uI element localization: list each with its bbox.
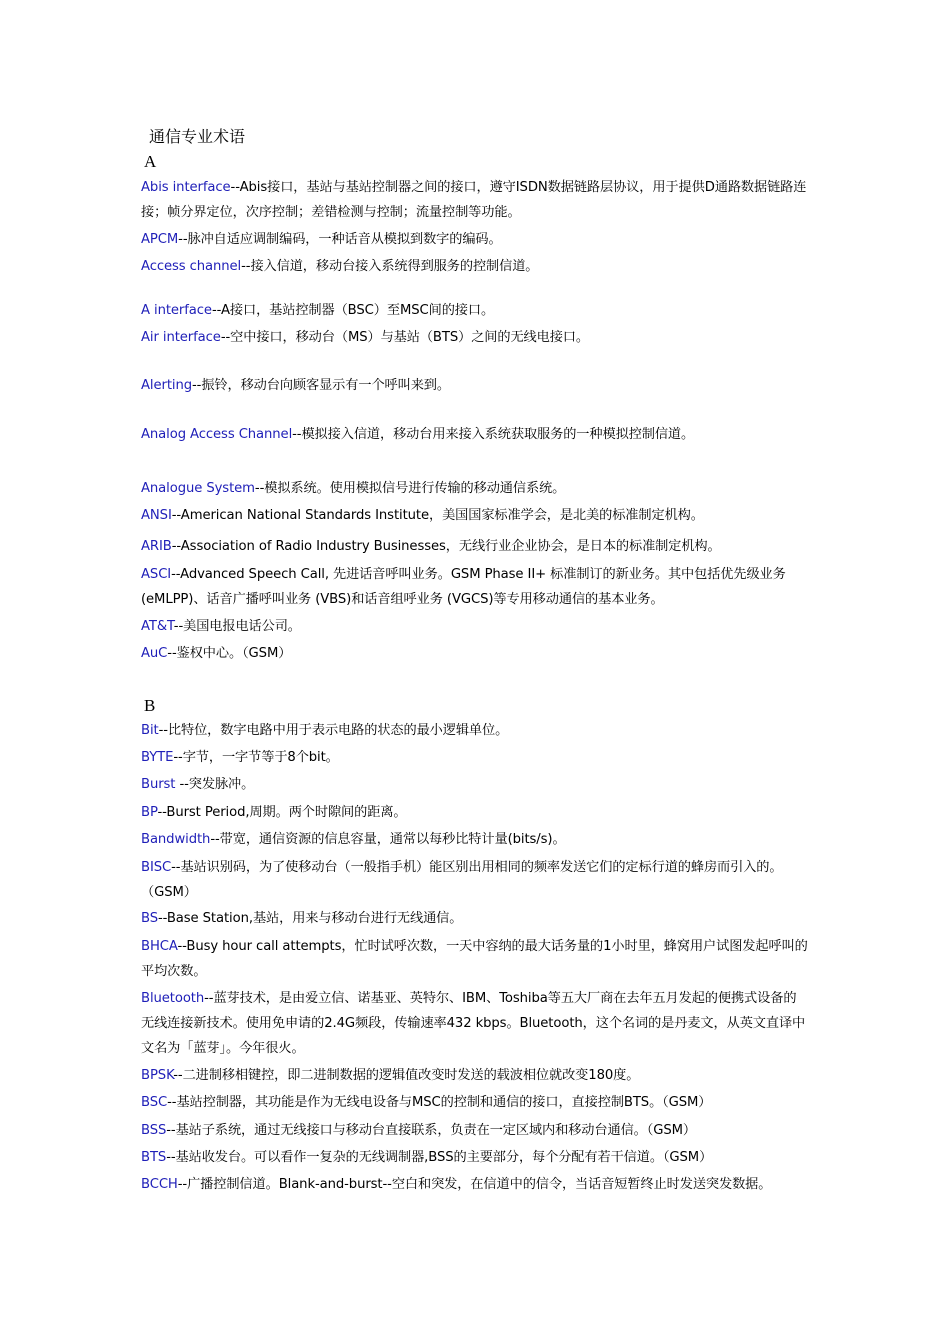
- glossary-entry: Analog Access Channel--模拟接入信道，移动台用来接入系统获取服务的一种模拟控制信道。: [141, 427, 695, 442]
- glossary-entry: BP--Burst Period,周期。两个时隙间的距离。: [141, 805, 407, 820]
- glossary-term: Burst: [141, 777, 180, 792]
- glossary-term: BSS: [141, 1123, 167, 1138]
- glossary-definition: 字节，一字节等于8个bit。: [182, 750, 339, 765]
- glossary-definition: Busy hour call attempts，忙时试呼次数，一天中容纳的最大话务量的1小时里，蜂窝用户试图发起呼叫的平均次数。: [141, 939, 808, 979]
- glossary-definition: 振铃，移动台向顾客显示有一个呼叫来到。: [201, 378, 450, 393]
- page-title: 通信专业术语: [149, 127, 246, 146]
- glossary-term: BCCH: [141, 1177, 178, 1192]
- glossary-definition: Base Station,基站，用来与移动台进行无线通信。: [166, 911, 463, 926]
- glossary-entry: A interface--A接口，基站控制器（BSC）至MSC间的接口。: [141, 303, 495, 318]
- glossary-term: BTS: [141, 1150, 167, 1165]
- glossary-definition: 接入信道，移动台接入系统得到服务的控制信道。: [250, 259, 539, 274]
- glossary-entry: AT&T--美国电报电话公司。: [141, 619, 301, 634]
- glossary-term: A interface: [141, 303, 212, 318]
- glossary-entry: ANSI--American National Standards Institute，美国国家标准学会，是北美的标准制定机构。: [141, 508, 704, 523]
- glossary-term: Analog Access Channel: [141, 427, 293, 442]
- glossary-definition: A接口，基站控制器（BSC）至MSC间的接口。: [220, 303, 495, 318]
- glossary-entry: Bluetooth--蓝芽技术，是由爱立信、诺基亚、英特尔、IBM、Toshiba等五大厂商在去年五月发起的便携式设备的无线连接新技术。使用免申请的2.4G频段，传输速率432 kbps。Bluetooth，这个名词的是丹麦文，从英文直译中文名为「蓝芽」。今年很火。: [141, 991, 806, 1056]
- section-letter-a: A: [144, 152, 157, 171]
- glossary-definition: Advanced Speech Call, 先进话音呼叫业务。GSM Phase II+ 标准制订的新业务。其中包括优先级业务 (eMLPP)、话音广播呼叫业务 (VBS)和话音组呼业务 (VGCS)等专用移动通信的基本业务。: [141, 567, 786, 607]
- glossary-entry: BYTE--字节，一字节等于8个bit。: [141, 750, 339, 765]
- glossary-definition: 空中接口，移动台（MS）与基站（BTS）之间的无线电接口。: [230, 330, 589, 345]
- glossary-entry: Abis interface--Abis接口，基站与基站控制器之间的接口，遵守ISDN数据链路层协议，用于提供D通路数据链路连接；帧分界定位，次序控制；差错检测与控制；流量控制等功能。: [141, 180, 807, 220]
- glossary-term: AuC: [141, 646, 168, 661]
- glossary-entry: APCM--脉冲自适应调制编码，一种话音从模拟到数字的编码。: [141, 232, 502, 247]
- glossary-definition: American National Standards Institute，美国国家标准学会，是北美的标准制定机构。: [180, 508, 704, 523]
- glossary-entry: ASCI--Advanced Speech Call, 先进话音呼叫业务。GSM Phase II+ 标准制订的新业务。其中包括优先级业务 (eMLPP)、话音广播呼叫业务 (VBS)和话音组呼业务 (VGCS)等专用移动通信的基本业务。: [141, 567, 786, 607]
- glossary-term: Air interface: [141, 330, 221, 345]
- glossary-entry: BHCA--Busy hour call attempts，忙时试呼次数，一天中容纳的最大话务量的1小时里，蜂窝用户试图发起呼叫的平均次数。: [141, 939, 808, 979]
- glossary-term: BHCA: [141, 939, 178, 954]
- glossary-entry: BCCH--广播控制信道。Blank-and-burst--空白和突发，在信道中的信令，当话音短暂终止时发送突发数据。: [141, 1177, 772, 1192]
- glossary-term: Access channel: [141, 259, 242, 274]
- glossary-entry: Analogue System--模拟系统。使用模拟信号进行传输的移动通信系统。: [141, 481, 566, 496]
- glossary-definition: 基站控制器，其功能是作为无线电设备与MSC的控制和通信的接口，直接控制BTS。（GSM）: [176, 1095, 712, 1110]
- glossary-entry: Access channel--接入信道，移动台接入系统得到服务的控制信道。: [141, 259, 539, 274]
- glossary-entry: BS--Base Station,基站，用来与移动台进行无线通信。: [141, 911, 463, 926]
- glossary-entry: BSC--基站控制器，其功能是作为无线电设备与MSC的控制和通信的接口，直接控制BTS。（GSM）: [141, 1095, 712, 1110]
- glossary-term: ARIB: [141, 539, 172, 554]
- glossary-term: Abis interface: [141, 180, 231, 195]
- glossary-definition: 美国电报电话公司。: [183, 619, 301, 634]
- glossary-definition: 脉冲自适应调制编码，一种话音从模拟到数字的编码。: [187, 232, 502, 247]
- glossary-term: BISC: [141, 860, 172, 875]
- glossary-definition: Abis接口，基站与基站控制器之间的接口，遵守ISDN数据链路层协议，用于提供D通路数据链路连接；帧分界定位，次序控制；差错检测与控制；流量控制等功能。: [141, 180, 807, 220]
- glossary-term: ASCI: [141, 567, 172, 582]
- glossary-entry: Bit--比特位，数字电路中用于表示电路的状态的最小逻辑单位。: [141, 723, 509, 738]
- glossary-definition: 广播控制信道。Blank-and-burst--空白和突发，在信道中的信令，当话音短暂终止时发送突发数据。: [187, 1177, 772, 1192]
- glossary-definition: 带宽，通信资源的信息容量，通常以每秒比特计量(bits/s)。: [219, 832, 566, 847]
- glossary-definition: Association of Radio Industry Businesses，无线行业企业协会，是日本的标准制定机构。: [180, 539, 721, 554]
- glossary-term: BS: [141, 911, 158, 926]
- glossary-definition: 鉴权中心。（GSM）: [176, 646, 292, 661]
- glossary-term: BSC: [141, 1095, 168, 1110]
- glossary-definition: 基站子系统，通过无线接口与移动台直接联系，负责在一定区域内和移动台通信。（GSM）: [175, 1123, 696, 1138]
- glossary-entry: Bandwidth--带宽，通信资源的信息容量，通常以每秒比特计量(bits/s)。: [141, 832, 566, 847]
- glossary-definition: Burst Period,周期。两个时隙间的距离。: [166, 805, 407, 820]
- glossary-term: APCM: [141, 232, 179, 247]
- glossary-entry: BISC--基站识别码，为了使移动台（一般指手机）能区别出用相同的频率发送它们的定标行道的蜂房而引入的。（GSM）: [141, 860, 783, 900]
- glossary-definition: 模拟系统。使用模拟信号进行传输的移动通信系统。: [264, 481, 566, 496]
- glossary-definition: 比特位，数字电路中用于表示电路的状态的最小逻辑单位。: [167, 723, 509, 738]
- glossary-entry: AuC--鉴权中心。（GSM）: [141, 646, 292, 661]
- glossary-definition: 基站识别码，为了使移动台（一般指手机）能区别出用相同的频率发送它们的定标行道的蜂房而引入的。（GSM）: [141, 860, 783, 900]
- glossary-entry: BPSK--二进制移相键控，即二进制数据的逻辑值改变时发送的载波相位就改变180度。: [141, 1068, 640, 1083]
- glossary-term: Bit: [141, 723, 159, 738]
- section-letter-b: B: [144, 696, 156, 715]
- glossary-term: BYTE: [141, 750, 174, 765]
- glossary-entry: ARIB--Association of Radio Industry Businesses，无线行业企业协会，是日本的标准制定机构。: [141, 539, 721, 554]
- glossary-term: BPSK: [141, 1068, 174, 1083]
- glossary-term: Bandwidth: [141, 832, 211, 847]
- glossary-entry: BSS--基站子系统，通过无线接口与移动台直接联系，负责在一定区域内和移动台通信。（GSM）: [141, 1123, 696, 1138]
- glossary-definition: 突发脉冲。: [188, 777, 255, 792]
- glossary-term: ANSI: [141, 508, 172, 523]
- glossary-term: Bluetooth: [141, 991, 205, 1006]
- glossary-definition: 蓝芽技术，是由爱立信、诺基亚、英特尔、IBM、Toshiba等五大厂商在去年五月发起的便携式设备的无线连接新技术。使用免申请的2.4G频段，传输速率432 kbps。Bluetooth，这个名词的是丹麦文，从英文直译中文名为「蓝芽」。今年很火。: [141, 991, 806, 1056]
- glossary-entry: BTS--基站收发台。可以看作一复杂的无线调制器,BSS的主要部分，每个分配有若干信道。（GSM）: [141, 1150, 713, 1165]
- glossary-term: Alerting: [141, 378, 192, 393]
- glossary-term: BP: [141, 805, 158, 820]
- glossary-entry: Burst --突发脉冲。: [141, 777, 255, 792]
- glossary-term: AT&T: [141, 619, 174, 634]
- glossary-entry: Alerting--振铃，移动台向顾客显示有一个呼叫来到。: [141, 378, 450, 393]
- glossary-term: Analogue System: [141, 481, 255, 496]
- glossary-definition: 二进制移相键控，即二进制数据的逻辑值改变时发送的载波相位就改变180度。: [182, 1068, 640, 1083]
- glossary-entry: Air interface--空中接口，移动台（MS）与基站（BTS）之间的无线电接口。: [141, 330, 589, 345]
- glossary-definition: 模拟接入信道，移动台用来接入系统获取服务的一种模拟控制信道。: [301, 427, 695, 442]
- glossary-definition: 基站收发台。可以看作一复杂的无线调制器,BSS的主要部分，每个分配有若干信道。（GSM）: [175, 1150, 713, 1165]
